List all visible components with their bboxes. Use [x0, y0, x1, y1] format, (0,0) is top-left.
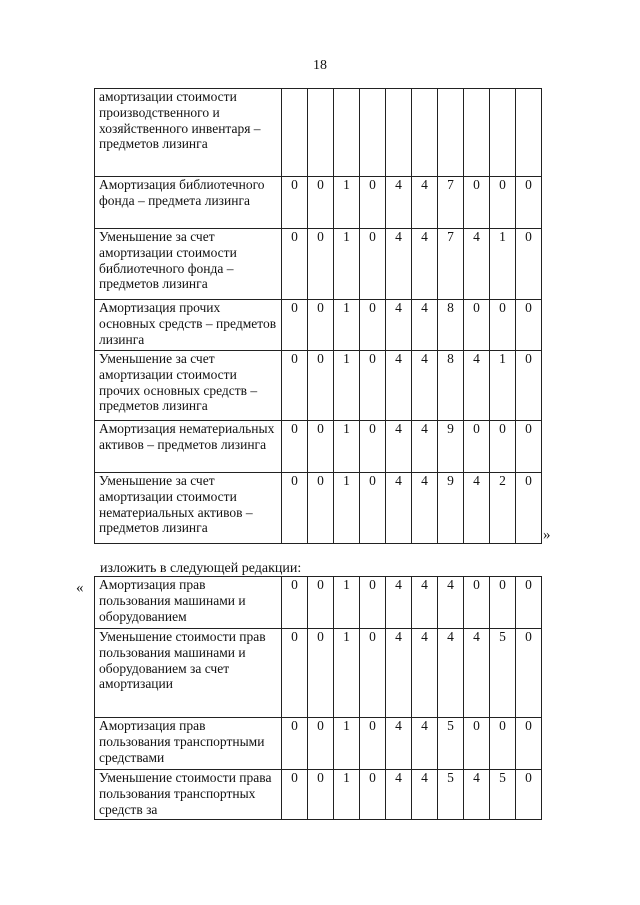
code-digit-cell: 0: [360, 770, 386, 820]
row-label: Уменьшение стоимости прав пользования машинами и оборудованием за счет амортизации: [95, 629, 282, 718]
code-digit-cell: 1: [334, 473, 360, 544]
table-row: [95, 351, 542, 421]
code-digit-cell: [308, 89, 334, 177]
code-digit-cell: [464, 89, 490, 177]
code-digit-cell: [386, 89, 412, 177]
code-digit-cell: 1: [334, 718, 360, 770]
opening-quote: «: [76, 580, 84, 596]
code-digit-cell: 4: [386, 770, 412, 820]
table-row: [95, 229, 542, 300]
code-digit-cell: 0: [516, 629, 542, 718]
code-digit-cell: 0: [516, 770, 542, 820]
code-digit-cell: [282, 89, 308, 177]
code-digit-cell: 1: [334, 300, 360, 351]
row-label: Уменьшение за счет амортизации стоимости библиотечного фонда – предметов лизинга: [95, 229, 282, 300]
closing-quote: »: [543, 527, 551, 543]
code-digit-cell: 0: [282, 577, 308, 629]
row-label: Уменьшение за счет амортизации стоимости прочих основных средств – предметов лизинга: [95, 351, 282, 421]
code-digit-cell: 4: [386, 473, 412, 544]
code-digit-cell: 8: [438, 351, 464, 421]
table-row: [95, 421, 542, 473]
code-digit-cell: 0: [308, 718, 334, 770]
code-digit-cell: 0: [308, 770, 334, 820]
code-digit-cell: 4: [412, 177, 438, 229]
code-digit-cell: 9: [438, 421, 464, 473]
code-digit-cell: 0: [490, 177, 516, 229]
code-digit-cell: 0: [308, 577, 334, 629]
code-digit-cell: 0: [308, 629, 334, 718]
row-label: Амортизация нематериальных активов – предметов лизинга: [95, 421, 282, 473]
code-digit-cell: 0: [360, 421, 386, 473]
code-digit-cell: 0: [464, 577, 490, 629]
code-digit-cell: 7: [438, 229, 464, 300]
code-digit-cell: 4: [464, 473, 490, 544]
code-digit-cell: 4: [412, 229, 438, 300]
code-digit-cell: 0: [282, 629, 308, 718]
row-label: амортизации стоимости производственного и хозяйственного инвентаря – предметов лизинга: [95, 89, 282, 177]
code-digit-cell: 5: [490, 629, 516, 718]
code-digit-cell: 4: [412, 770, 438, 820]
code-digit-cell: 0: [360, 300, 386, 351]
code-digit-cell: 5: [438, 718, 464, 770]
code-digit-cell: 0: [516, 300, 542, 351]
row-label: Амортизация прав пользования транспортными средствами: [95, 718, 282, 770]
code-digit-cell: 4: [464, 229, 490, 300]
code-digit-cell: 4: [386, 421, 412, 473]
code-digit-cell: 4: [386, 229, 412, 300]
code-digit-cell: 1: [334, 229, 360, 300]
code-digit-cell: 1: [334, 629, 360, 718]
code-digit-cell: 0: [282, 300, 308, 351]
code-digit-cell: 4: [412, 300, 438, 351]
code-digit-cell: 4: [412, 577, 438, 629]
code-digit-cell: 4: [386, 351, 412, 421]
table-row: [95, 473, 542, 544]
code-digit-cell: [516, 89, 542, 177]
code-digit-cell: 4: [386, 177, 412, 229]
code-digit-cell: 5: [490, 770, 516, 820]
code-digit-cell: 1: [334, 421, 360, 473]
code-digit-cell: 0: [516, 177, 542, 229]
code-digit-cell: 0: [360, 718, 386, 770]
code-digit-cell: 0: [360, 351, 386, 421]
code-digit-cell: 0: [490, 718, 516, 770]
code-digit-cell: 0: [516, 718, 542, 770]
instruction-text: изложить в следующей редакции:: [100, 561, 302, 576]
code-digit-cell: 4: [412, 718, 438, 770]
table-row: [95, 177, 542, 229]
code-digit-cell: [490, 89, 516, 177]
code-digit-cell: 0: [360, 577, 386, 629]
code-digit-cell: 0: [282, 177, 308, 229]
code-digit-cell: 2: [490, 473, 516, 544]
table-row: [95, 300, 542, 351]
code-digit-cell: 0: [516, 577, 542, 629]
code-digit-cell: 0: [282, 718, 308, 770]
account-code-table-original: [94, 88, 542, 544]
code-digit-cell: 4: [464, 629, 490, 718]
code-digit-cell: 4: [412, 351, 438, 421]
code-digit-cell: 4: [386, 629, 412, 718]
code-digit-cell: 4: [438, 629, 464, 718]
code-digit-cell: 0: [282, 351, 308, 421]
code-digit-cell: 4: [412, 629, 438, 718]
code-digit-cell: 4: [386, 300, 412, 351]
code-digit-cell: 0: [490, 577, 516, 629]
row-label: Уменьшение стоимости права пользования транспортных средств за: [95, 770, 282, 820]
code-digit-cell: 0: [464, 421, 490, 473]
table-row: [95, 718, 542, 770]
code-digit-cell: 0: [490, 421, 516, 473]
page-number: 18: [313, 58, 327, 73]
code-digit-cell: 0: [360, 229, 386, 300]
code-digit-cell: 4: [412, 473, 438, 544]
code-digit-cell: [412, 89, 438, 177]
code-digit-cell: 0: [282, 229, 308, 300]
code-digit-cell: 0: [464, 300, 490, 351]
code-digit-cell: 5: [438, 770, 464, 820]
code-digit-cell: 1: [490, 229, 516, 300]
code-digit-cell: 4: [464, 351, 490, 421]
code-digit-cell: 1: [334, 177, 360, 229]
code-digit-cell: [334, 89, 360, 177]
table-row: [95, 577, 542, 629]
code-digit-cell: 1: [334, 351, 360, 421]
code-digit-cell: 0: [360, 629, 386, 718]
code-digit-cell: 0: [490, 300, 516, 351]
code-digit-cell: 0: [308, 229, 334, 300]
table-row: [95, 770, 542, 820]
code-digit-cell: 0: [516, 351, 542, 421]
row-label: Амортизация прочих основных средств – предметов лизинга: [95, 300, 282, 351]
code-digit-cell: 0: [282, 473, 308, 544]
code-digit-cell: 0: [516, 229, 542, 300]
code-digit-cell: 0: [282, 421, 308, 473]
code-digit-cell: 1: [334, 577, 360, 629]
table-row: [95, 89, 542, 177]
code-digit-cell: 0: [308, 351, 334, 421]
row-label: Амортизация прав пользования машинами и оборудованием: [95, 577, 282, 629]
code-digit-cell: 4: [464, 770, 490, 820]
code-digit-cell: 9: [438, 473, 464, 544]
code-digit-cell: 0: [360, 177, 386, 229]
account-code-table-revised: [94, 576, 542, 820]
code-digit-cell: 0: [308, 177, 334, 229]
code-digit-cell: 1: [490, 351, 516, 421]
code-digit-cell: 7: [438, 177, 464, 229]
code-digit-cell: 4: [386, 718, 412, 770]
code-digit-cell: 0: [464, 177, 490, 229]
code-digit-cell: 4: [412, 421, 438, 473]
row-label: Амортизация библиотечного фонда – предмета лизинга: [95, 177, 282, 229]
code-digit-cell: 4: [386, 577, 412, 629]
code-digit-cell: 0: [516, 421, 542, 473]
code-digit-cell: 0: [516, 473, 542, 544]
table-row: [95, 629, 542, 718]
code-digit-cell: 0: [360, 473, 386, 544]
code-digit-cell: [438, 89, 464, 177]
code-digit-cell: 8: [438, 300, 464, 351]
code-digit-cell: 0: [308, 421, 334, 473]
code-digit-cell: 4: [438, 577, 464, 629]
code-digit-cell: 0: [308, 473, 334, 544]
code-digit-cell: 0: [464, 718, 490, 770]
row-label: Уменьшение за счет амортизации стоимости нематериальных активов – предметов лизинга: [95, 473, 282, 544]
code-digit-cell: 0: [282, 770, 308, 820]
code-digit-cell: 1: [334, 770, 360, 820]
code-digit-cell: [360, 89, 386, 177]
code-digit-cell: 0: [308, 300, 334, 351]
